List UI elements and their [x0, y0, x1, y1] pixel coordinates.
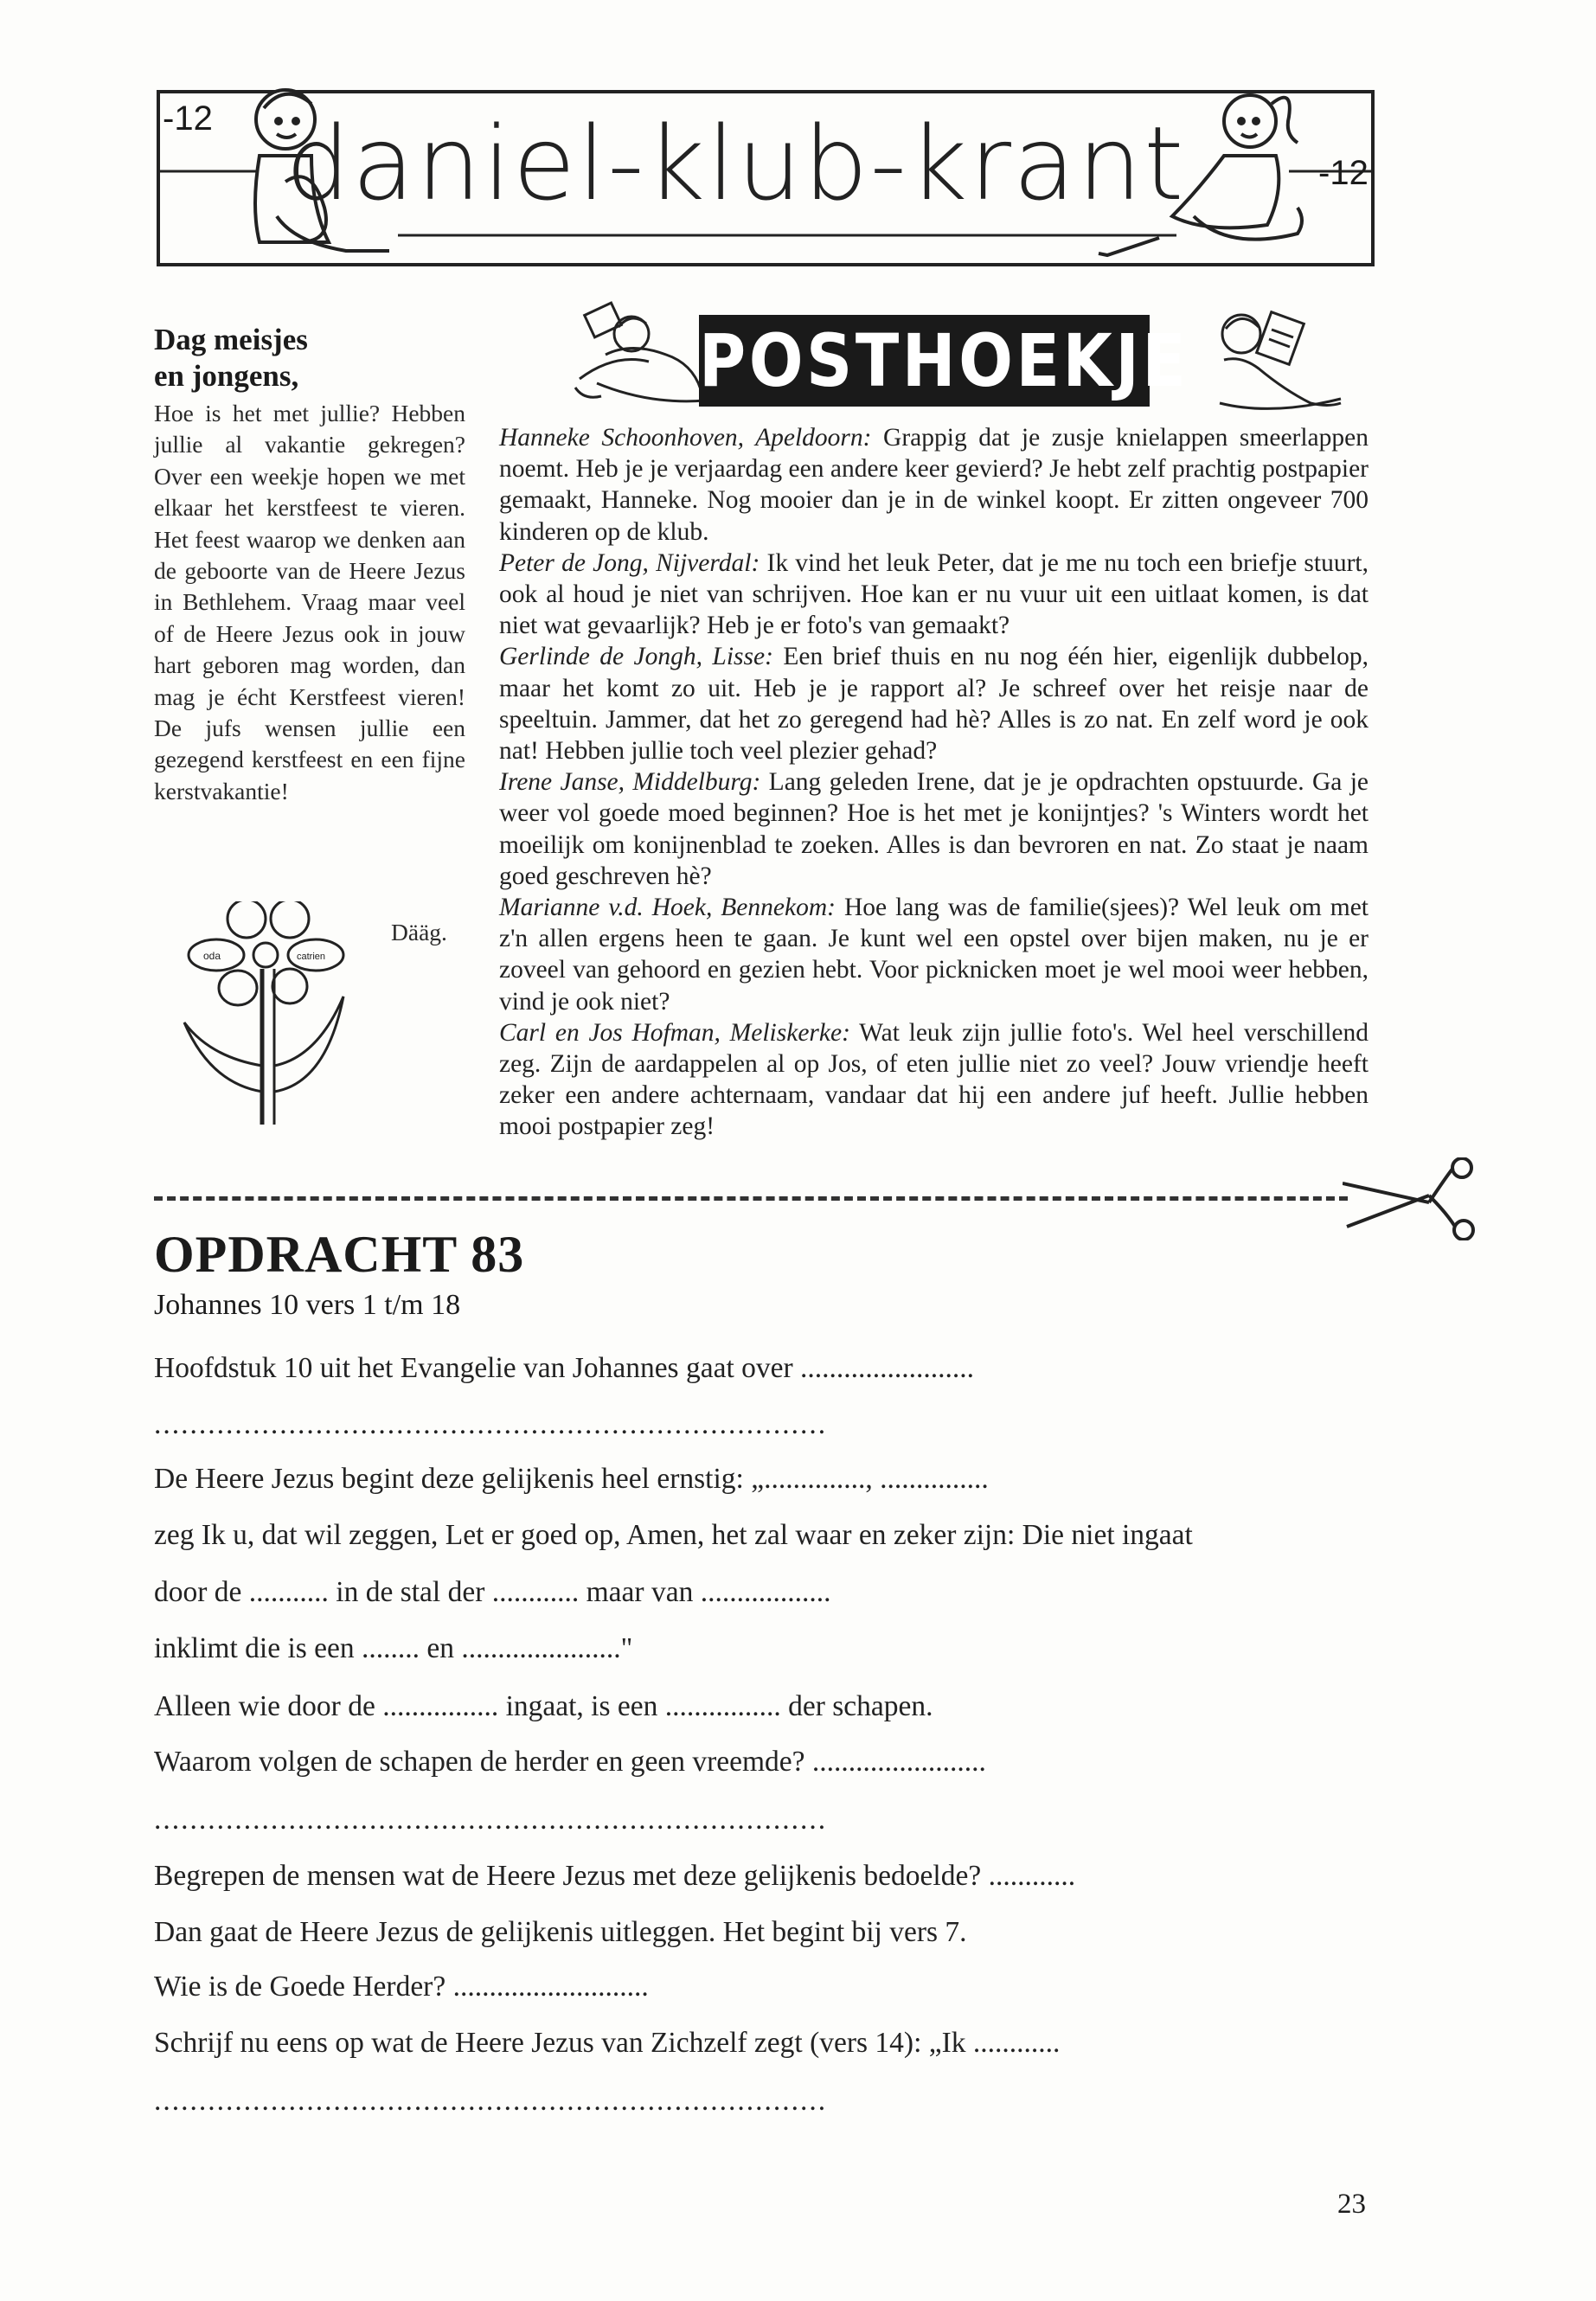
- exercise-line-2: De Heere Jezus begint deze gelijkenis heel ernstig: „.............., ...............: [154, 1463, 989, 1495]
- answer-dotted-line: ...........................................................................: [154, 2085, 828, 2117]
- letter-entry: [499, 548, 1368, 642]
- greeting-line-2: en jongens,: [154, 359, 299, 393]
- letter-reply: Lang geleden Irene, dat je je opdrachten opstuurde. Ga je weer vol goede moed beginnen? Hoe is het met je konijntjes? 's Winters wordt het moeilijk om konijnenblad te zoeken. Alles is dan bevroren en nat. Zo staat je naam goed geschreven hè?: [499, 768, 1368, 890]
- cut-line-divider: [154, 1196, 1348, 1201]
- letter-sender: Gerlinde de Jongh, Lisse:: [499, 643, 773, 671]
- letter-sender: Irene Janse, Middelburg:: [499, 768, 761, 797]
- letter-sender: Peter de Jong, Nijverdal:: [499, 548, 760, 577]
- exercise-line-7: Waarom volgen de schapen de herder en geen vreemde? ........................: [154, 1746, 986, 1778]
- bible-reference: Johannes 10 vers 1 t/m 18: [154, 1289, 461, 1321]
- letter-reply: Ik vind het leuk Peter, dat je me nu toch een briefje stuurt, ook al houd je niet van schrijven. Hoe kan er nu vuur uit een uitlaat komen, is dat niet wat gevaarlijk? Heb je er foto's van gemaakt?: [499, 548, 1368, 640]
- letter-entry: [499, 422, 1368, 548]
- answer-dotted-line: ...........................................................................: [154, 1804, 828, 1836]
- exercise-line-8: Begrepen de mensen wat de Heere Jezus met deze gelijkenis bedoelde? ............: [154, 1860, 1076, 1892]
- header-page-number-left: -12: [163, 99, 213, 138]
- exercise-line-3: zeg Ik u, dat wil zeggen, Let er goed op, Amen, het zal waar en zeker zijn: Die niet ingaat: [154, 1519, 1193, 1551]
- letter-entry: [499, 766, 1368, 892]
- greeting-heading: [154, 322, 483, 394]
- closing-signoff: Dääg.: [391, 919, 447, 945]
- exercise-line-10: Wie is de Goede Herder? ...........................: [154, 1971, 649, 2003]
- child-reading-drawing-icon: [571, 301, 709, 413]
- flower-drawing-icon: [169, 901, 368, 1126]
- flower-label-left: oda: [203, 950, 221, 962]
- intro-paragraph: Hoe is het met jullie? Hebben jullie al vakantie gekregen? Over een weekje hopen we met elkaar het kerstfeest te vieren. Het feest waarop we denken aan de geboorte van de Heere Jezus in Bethlehem. Vraag maar veel of de Heere Jezus ook in jouw hart geboren mag worden, dan mag je écht Kerstfeest vieren! De jufs wensen jullie een gezegend kerstfeest en een fijne kerstvakantie!: [154, 400, 465, 804]
- posthoekje-banner: POSTHOEKJE: [699, 315, 1150, 407]
- letter-reply: Grappig dat je zusje knielappen smeerlappen noemt. Heb je je verjaardag een andere keer gevierd? Je hebt zelf prachtig postpapier gemaakt, Hanneke. Nog mooier dan je in de winkel koopt. Er zitten ongeveer 700 kinderen op de klub.: [499, 424, 1368, 546]
- answer-dotted-line: ...........................................................................: [154, 1408, 828, 1440]
- exercise-line-11: Schrijf nu eens op wat de Heere Jezus van Zichzelf zegt (vers 14): „Ik ............: [154, 2027, 1061, 2059]
- letter-reply: Een brief thuis en nu nog één hier, eigenlijk dubbelop, maar het komt zo uit. Heb je je rapport al? Je schreef over het reisje naar de speeltuin. Jammer, dat het zo geregend had hè? Alles is zo nat. En zelf word je ook nat! Hebben jullie toch veel plezier gehad?: [499, 643, 1369, 766]
- exercise-line-4: door de ........... in de stal der ............ maar van ..................: [154, 1576, 831, 1608]
- flower-label-right: catrien: [297, 952, 326, 962]
- masthead-title: daniel-klub-krant: [285, 104, 1186, 223]
- exercise-line-9: Dan gaat de Heere Jezus de gelijkenis uitleggen. Het begint bij vers 7.: [154, 1916, 967, 1948]
- exercise-line-6: Alleen wie door de ................ ingaat, is een ................ der schapen.: [154, 1690, 933, 1722]
- letter-entry: [499, 641, 1368, 766]
- exercise-line-1: Hoofdstuk 10 uit het Evangelie van Johannes gaat over ........................: [154, 1352, 975, 1384]
- letter-reply: Wat leuk zijn jullie foto's. Wel heel verschillend zeg. Zijn de aardappelen al op Jos, of eten jullie niet zo veel? Jouw vriendje heeft zeker een andere achternaam, vandaar dat hij een andere juf heeft. Jullie hebben mooi postpapier zeg!: [499, 1018, 1368, 1141]
- assignment-title: OPDRACHT 83: [154, 1226, 525, 1283]
- page-number: 23: [1337, 2189, 1366, 2220]
- letter-entry: [499, 1017, 1368, 1143]
- letter-entry: [499, 892, 1368, 1017]
- scissors-icon: [1343, 1157, 1481, 1240]
- greeting-line-1: Dag meisjes: [154, 323, 308, 356]
- exercise-line-5: inklimt die is een ........ en ......................": [154, 1632, 633, 1664]
- child-with-letter-drawing-icon: [1215, 308, 1345, 416]
- letter-reply: Hoe lang was de familie(sjees)? Wel leuk om met z'n allen ergens heen te gaan. Je kunt wel een opstel over bijen maken, nu je er zoveel van gehoord en gezien hebt. Voor picknicken moet je wel mooi weer hebben, vind je ook niet?: [499, 894, 1368, 1016]
- header-page-number-right: -12: [1318, 154, 1368, 192]
- letter-sender: Carl en Jos Hofman, Meliskerke:: [499, 1018, 850, 1047]
- letter-sender: Marianne v.d. Hoek, Bennekom:: [499, 894, 836, 922]
- letter-sender: Hanneke Schoonhoven, Apeldoorn:: [499, 424, 872, 452]
- letters-column: [499, 422, 1368, 1143]
